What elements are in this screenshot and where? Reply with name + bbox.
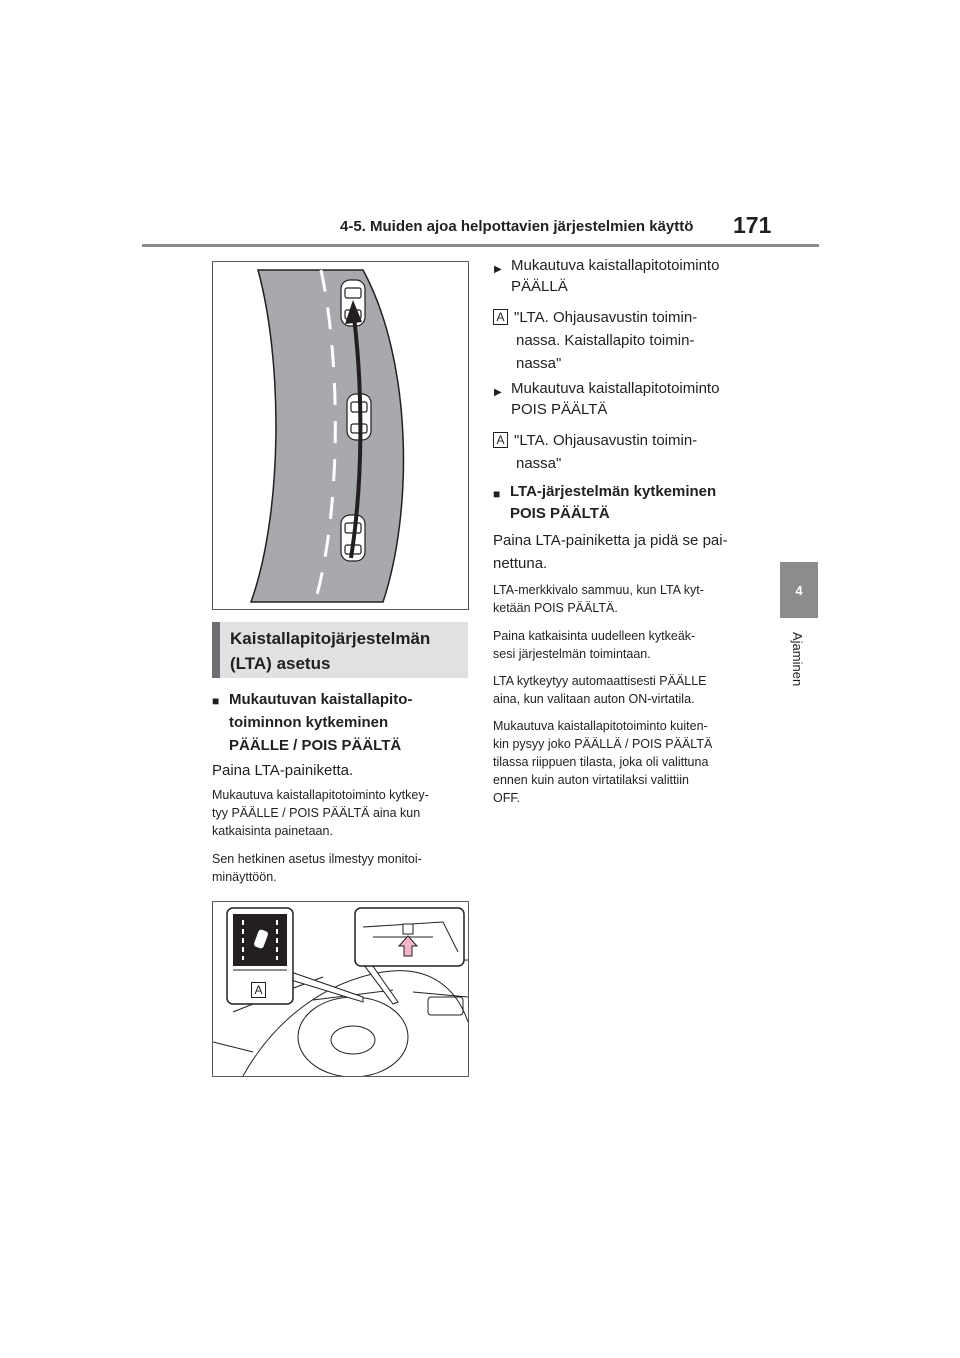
note-text [493, 627, 753, 663]
item-line: ▶ Mukautuva kaistallapitotoiminto [511, 380, 720, 397]
note-line: Mukautuva kaistallapitotoiminto kuiten- [493, 719, 708, 733]
note-line: Paina katkaisinta uudelleen kytkeäk- [493, 629, 696, 643]
note-line: minäyttöön. [212, 870, 277, 884]
subheading-line: POIS PÄÄLTÄ [510, 505, 610, 522]
item-line: PÄÄLLÄ [511, 278, 568, 295]
note-text [493, 581, 753, 617]
message-line: nassa" [516, 355, 562, 372]
message-line: "LTA. Ohjausavustin toimin- [514, 432, 698, 449]
note-line: Mukautuva kaistallapitotoiminto kytkey- [212, 788, 429, 802]
note-text [493, 717, 755, 807]
item-line: ▶ Mukautuva kaistallapitotoiminto [511, 257, 720, 274]
instruction-line: Paina LTA-painiketta ja pidä se pai- [493, 532, 728, 549]
instruction-text: Paina LTA-painiketta. [212, 762, 354, 779]
voice-message-off [514, 429, 697, 475]
section-title-line2: (LTA) asetus [230, 654, 331, 673]
item-line: POIS PÄÄLTÄ [511, 401, 608, 418]
label-a-box: A [493, 432, 508, 448]
chapter-tab-number: 4 [795, 582, 803, 598]
subheading-line: ■ LTA-järjestelmän kytkeminen [510, 483, 717, 500]
instruction-text [493, 529, 753, 575]
dashboard-figure [212, 901, 469, 1077]
note-line: kin pysyy joko PÄÄLLÄ / POIS PÄÄLTÄ [493, 737, 713, 751]
section-title-line1: Kaistallapitojärjestelmän [230, 629, 431, 648]
chapter-tab[interactable] [780, 562, 818, 618]
subheading-lta-toggle [229, 688, 469, 757]
note-line: LTA-merkkivalo sammuu, kun LTA kyt- [493, 583, 704, 597]
page-number: 171 [733, 212, 772, 238]
label-a-box: A [251, 982, 266, 998]
message-line: "LTA. Ohjausavustin toimin- [514, 309, 698, 326]
label-a-box: A [493, 309, 508, 325]
subheading-line: PÄÄLLE / POIS PÄÄLTÄ [229, 737, 402, 754]
header-divider [142, 244, 819, 247]
lane-change-curve-illustration-icon [213, 262, 468, 609]
subheading-line: ■ Mukautuvan kaistallapito- [229, 691, 413, 708]
voice-message-on [514, 306, 697, 375]
note-line: LTA kytkeytyy automaattisesti PÄÄLLE [493, 674, 707, 688]
status-on-item [511, 255, 761, 297]
subheading-line: toiminnon kytkeminen [229, 714, 389, 731]
note-line: Sen hetkinen asetus ilmestyy monitoi- [212, 852, 422, 866]
note-line: ketään POIS PÄÄLTÄ. [493, 601, 618, 615]
note-line: tyy PÄÄLLE / POIS PÄÄLTÄ aina kun [212, 806, 421, 820]
note-text [212, 786, 468, 840]
section-heading [212, 622, 468, 678]
lane-figure [212, 261, 469, 610]
message-line: nassa" [516, 455, 562, 472]
chapter-tab-label: Ajaminen [790, 632, 805, 687]
note-line: katkaisinta painetaan. [212, 824, 333, 838]
note-line: ennen kuin auton virtatilaksi valittiin [493, 773, 689, 787]
note-line: tilassa riippuen tilasta, joka oli valittuna [493, 755, 709, 769]
note-line: OFF. [493, 791, 521, 805]
status-off-item [511, 378, 761, 420]
message-line: nassa. Kaistallapito toimin- [516, 332, 695, 349]
note-line: aina, kun valitaan auton ON-virtatila. [493, 692, 695, 706]
note-text [212, 850, 468, 886]
instruction-line: nettuna. [493, 555, 548, 572]
note-text [493, 672, 753, 708]
chapter-title: 4-5. Muiden ajoa helpottavien järjestelmien käyttö [340, 218, 694, 235]
note-line: sesi järjestelmän toimintaan. [493, 647, 651, 661]
subheading-lta-off [510, 481, 770, 525]
